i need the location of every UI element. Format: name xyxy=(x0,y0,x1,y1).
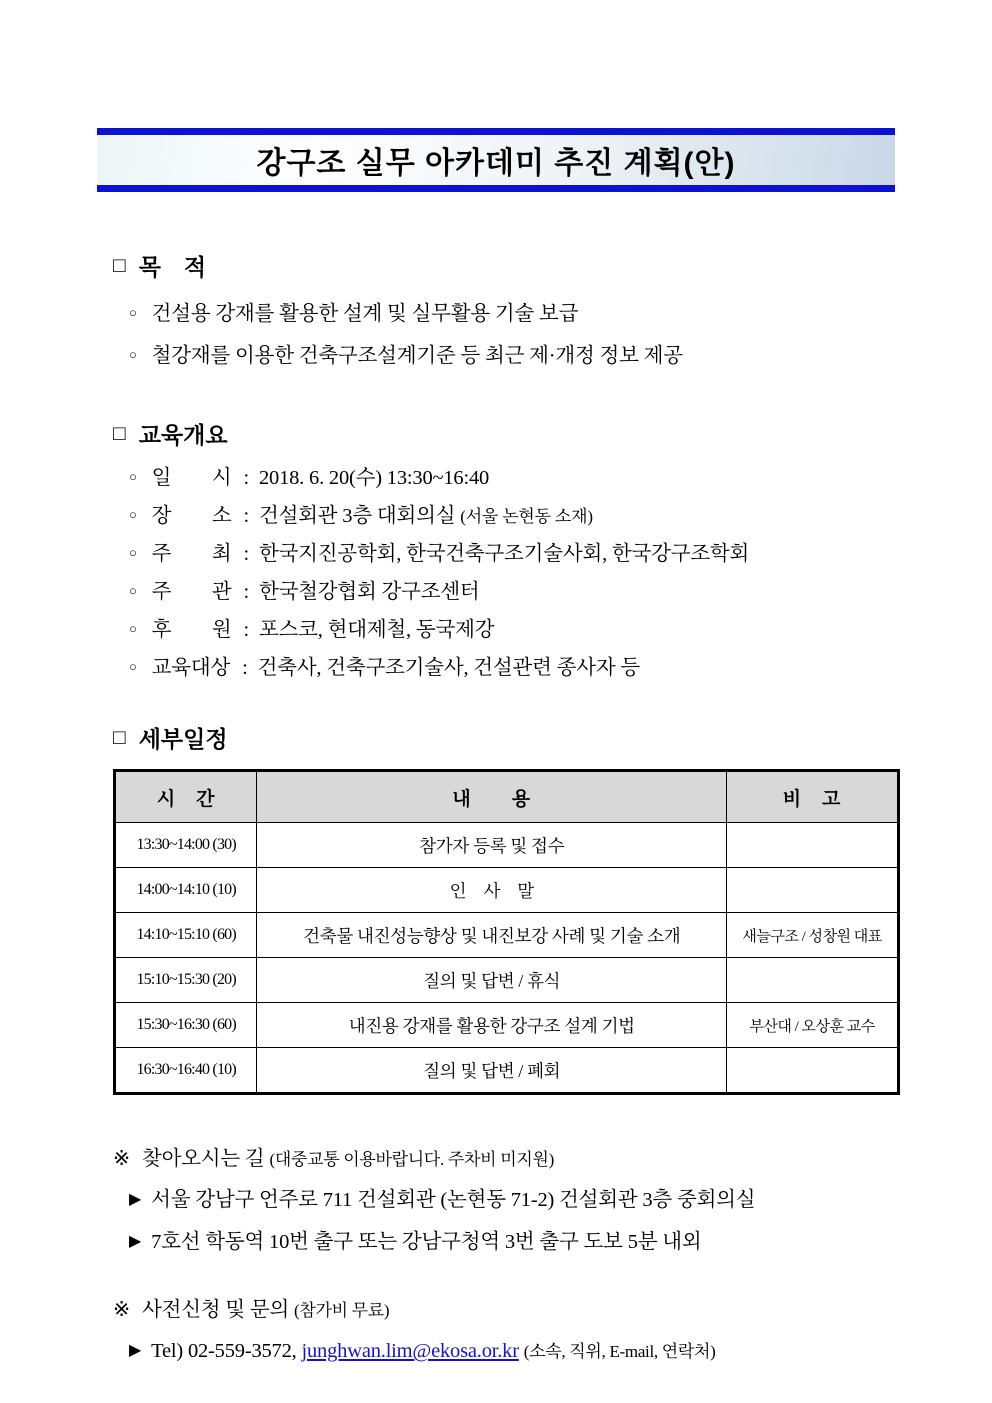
schedule-heading xyxy=(113,724,900,754)
table-row xyxy=(115,823,899,868)
list-item xyxy=(129,650,900,688)
directions-heading-note: (대중교통 이용바랍니다. 주차비 미지원) xyxy=(269,1150,554,1169)
circle-bullet-icon: ○ xyxy=(129,659,137,674)
purpose-item-text: 철강재를 이용한 건축구조설계기준 등 최근 제·개정 정보 제공 xyxy=(151,345,683,367)
overview-value: 포스코, 현대제철, 동국제강 xyxy=(258,619,495,641)
overview-label: 일 시 xyxy=(151,467,232,489)
circle-bullet-icon: ○ xyxy=(129,583,137,598)
circle-bullet-icon: ○ xyxy=(129,545,137,560)
title-banner xyxy=(97,128,895,192)
reference-mark-icon: ※ xyxy=(113,1148,130,1170)
list-item xyxy=(129,336,900,378)
purpose-item-text: 건설용 강재를 활용한 설계 및 실무활용 기술 보급 xyxy=(151,303,579,325)
directions-item xyxy=(113,1222,900,1264)
section-overview xyxy=(113,420,900,688)
directions-item xyxy=(113,1180,900,1222)
schedule-heading-label: 세부일정 xyxy=(138,726,228,752)
header-content: 내 용 xyxy=(257,771,727,823)
list-item xyxy=(129,460,900,498)
circle-bullet-icon: ○ xyxy=(129,347,137,362)
contact-heading-label: 사전신청 및 문의 xyxy=(141,1299,290,1321)
cell-time: 14:10~15:10 (60) xyxy=(115,913,257,958)
list-item xyxy=(129,536,900,574)
directions-heading-label: 찾아오시는 길 xyxy=(141,1148,265,1170)
overview-note: (서울 논현동 소재) xyxy=(460,507,593,526)
overview-heading xyxy=(113,420,900,450)
table-row xyxy=(115,958,899,1003)
arrow-bullet-icon: ▶ xyxy=(129,1233,142,1250)
table-row xyxy=(115,1048,899,1094)
cell-content: 질의 및 답변 / 폐회 xyxy=(257,1048,727,1094)
section-schedule xyxy=(113,724,900,1095)
purpose-list xyxy=(113,294,900,378)
table-row xyxy=(115,913,899,958)
contact-item xyxy=(113,1331,900,1373)
section-contact xyxy=(113,1290,900,1373)
contact-tel: Tel) 02-559-3572, xyxy=(151,1340,297,1362)
cell-note xyxy=(727,823,899,868)
overview-heading-label: 교육개요 xyxy=(138,422,228,448)
arrow-bullet-icon: ▶ xyxy=(129,1342,142,1359)
overview-list xyxy=(113,460,900,688)
document-body xyxy=(113,252,900,1373)
cell-time: 13:30~14:00 (30) xyxy=(115,823,257,868)
circle-bullet-icon: ○ xyxy=(129,469,137,484)
contact-heading-note: (참가비 무료) xyxy=(294,1301,390,1320)
cell-content: 내진용 강재를 활용한 강구조 설계 기법 xyxy=(257,1003,727,1048)
overview-value: 한국지진공학회, 한국건축구조기술사회, 한국강구조학회 xyxy=(258,543,750,565)
cell-time: 15:30~16:30 (60) xyxy=(115,1003,257,1048)
table-row xyxy=(115,1003,899,1048)
colon-separator: : xyxy=(242,657,248,679)
overview-value: 한국철강협회 강구조센터 xyxy=(258,581,480,603)
cell-content: 참가자 등록 및 접수 xyxy=(257,823,727,868)
overview-label: 주 최 xyxy=(151,543,232,565)
list-item xyxy=(129,612,900,650)
overview-label: 교육대상 xyxy=(151,657,231,679)
overview-value: 건설회관 3층 대회의실 xyxy=(258,505,456,527)
overview-value: 건축사, 건축구조기술사, 건설관련 종사자 등 xyxy=(257,657,640,679)
table-row xyxy=(115,868,899,913)
colon-separator: : xyxy=(243,467,249,489)
cell-content: 인 사 말 xyxy=(257,868,727,913)
table-header-row xyxy=(115,771,899,823)
section-purpose xyxy=(113,252,900,378)
square-bullet-icon: □ xyxy=(113,254,126,277)
contact-heading xyxy=(113,1290,900,1331)
cell-content: 질의 및 답변 / 휴식 xyxy=(257,958,727,1003)
purpose-heading-label: 목 적 xyxy=(138,254,207,280)
email-link[interactable]: junghwan.lim@ekosa.or.kr xyxy=(301,1340,519,1362)
cell-time: 14:00~14:10 (10) xyxy=(115,868,257,913)
directions-heading xyxy=(113,1139,900,1180)
colon-separator: : xyxy=(243,581,249,603)
reference-mark-icon: ※ xyxy=(113,1299,130,1321)
directions-item-text: 서울 강남구 언주로 711 건설회관 (논현동 71-2) 건설회관 3층 중회의실 xyxy=(151,1189,756,1211)
overview-value: 2018. 6. 20(수) 13:30~16:40 xyxy=(258,467,490,489)
list-item xyxy=(129,574,900,612)
circle-bullet-icon: ○ xyxy=(129,305,137,320)
square-bullet-icon: □ xyxy=(113,726,126,749)
colon-separator: : xyxy=(243,505,249,527)
contact-suffix: (소속, 직위, E-mail, 연락처) xyxy=(523,1342,716,1361)
colon-separator: : xyxy=(243,543,249,565)
list-item xyxy=(129,294,900,336)
schedule-table xyxy=(113,769,900,1095)
arrow-bullet-icon: ▶ xyxy=(129,1191,142,1208)
section-directions xyxy=(113,1139,900,1264)
cell-note: 새늘구조 / 성창원 대표 xyxy=(727,913,899,958)
overview-label: 주 관 xyxy=(151,581,232,603)
directions-item-text: 7호선 학동역 10번 출구 또는 강남구청역 3번 출구 도보 5분 내외 xyxy=(151,1231,702,1253)
overview-label: 장 소 xyxy=(151,505,232,527)
header-note: 비 고 xyxy=(727,771,899,823)
overview-label: 후 원 xyxy=(151,619,232,641)
header-time: 시 간 xyxy=(115,771,257,823)
circle-bullet-icon: ○ xyxy=(129,621,137,636)
circle-bullet-icon: ○ xyxy=(129,507,137,522)
cell-note: 부산대 / 오상훈 교수 xyxy=(727,1003,899,1048)
list-item xyxy=(129,498,900,536)
cell-content: 건축물 내진성능향상 및 내진보강 사례 및 기술 소개 xyxy=(257,913,727,958)
page-title: 강구조 실무 아카데미 추진 계획(안) xyxy=(256,147,736,180)
cell-note xyxy=(727,868,899,913)
purpose-heading xyxy=(113,252,900,282)
cell-note xyxy=(727,1048,899,1094)
cell-time: 16:30~16:40 (10) xyxy=(115,1048,257,1094)
cell-time: 15:10~15:30 (20) xyxy=(115,958,257,1003)
colon-separator: : xyxy=(243,619,249,641)
square-bullet-icon: □ xyxy=(113,422,126,445)
cell-note xyxy=(727,958,899,1003)
